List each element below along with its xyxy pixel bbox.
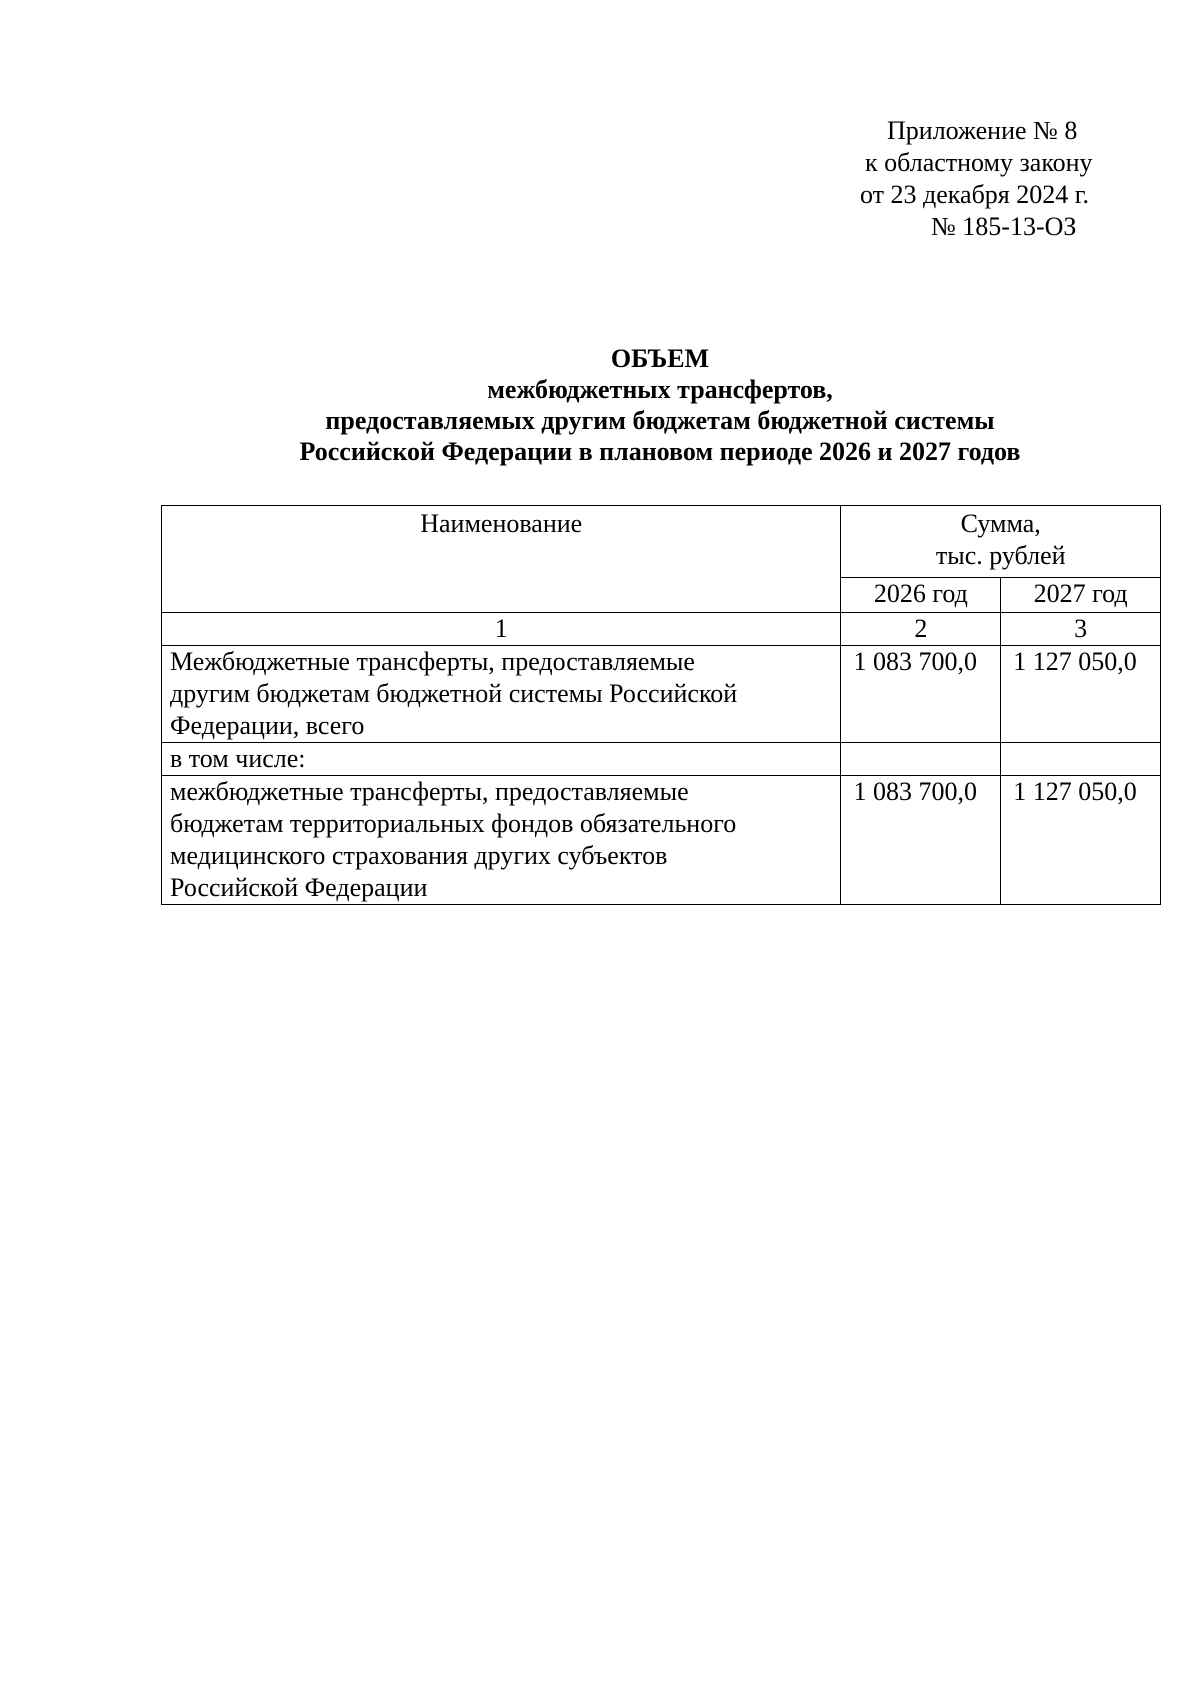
document-title [160,343,1160,467]
header-name: Наименование [420,509,583,538]
column-numbers-row [162,613,1161,646]
row-value-2027: 1 127 050,0 [1001,776,1161,905]
row-name-line: Российской Федерации [170,873,428,902]
row-name-line: другим бюджетам бюджетной системы Российской [170,679,738,708]
title-line-3: предоставляемых другим бюджетам бюджетной системы [325,406,995,435]
row-name-line: в том числе: [170,744,306,773]
title-line-1: ОБЪЕМ [610,344,710,373]
annex-law-number: № 185-13-ОЗ [931,212,1077,241]
row-name-line: бюджетам территориальных фондов обязательного [170,809,737,838]
header-sum-cell [841,506,1161,578]
row-value-2026: 1 083 700,0 [841,646,1001,743]
column-number-1: 1 [162,613,841,646]
row-name-cell [162,743,841,776]
title-line-2: межбюджетных трансфертов, [487,375,833,404]
table-row [162,743,1161,776]
header-year-2027: 2027 год [1001,577,1161,612]
header-sum-line-2: тыс. рублей [935,541,1066,570]
row-name-line: Федерации, всего [170,711,365,740]
row-value-2026 [841,743,1001,776]
column-number-3: 3 [1001,613,1161,646]
annex-law-ref: к областному закону [865,148,1093,177]
column-number-2: 2 [841,613,1001,646]
header-year-2026: 2026 год [841,577,1001,612]
row-value-2026: 1 083 700,0 [841,776,1001,905]
row-name-line: межбюджетные трансферты, предоставляемые [170,777,689,806]
title-line-4: Российской Федерации в плановом периоде 2026 и 2027 годов [299,437,1021,466]
annex-date: от 23 декабря 2024 г. [860,180,1089,209]
table-header-row [162,506,1161,578]
annex-header [850,115,1130,243]
row-value-2027 [1001,743,1161,776]
table-row [162,646,1161,743]
transfers-table [161,505,1161,905]
row-name-cell [162,776,841,905]
header-name-cell [162,506,841,613]
row-name-cell [162,646,841,743]
row-name-line: медицинского страхования других субъектов [170,841,668,870]
row-name-line: Межбюджетные трансферты, предоставляемые [170,647,695,676]
header-sum-line-1: Сумма, [960,509,1041,538]
annex-number: Приложение № 8 [887,116,1078,145]
table-row [162,776,1161,905]
row-value-2027: 1 127 050,0 [1001,646,1161,743]
